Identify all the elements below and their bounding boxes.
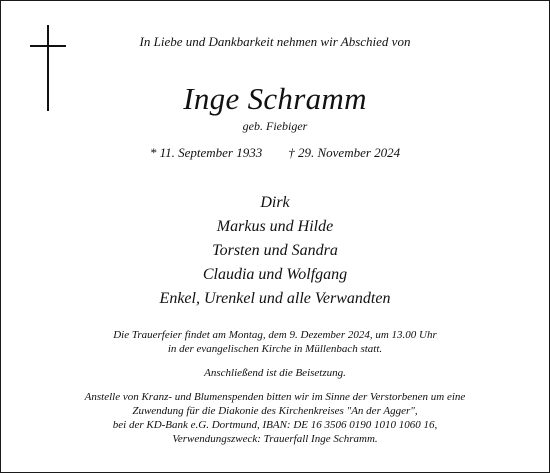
burial-line: Anschließend ist die Beisetzung. [204, 367, 346, 379]
donation-line: Verwendungszweck: Trauerfall Inge Schramm. [172, 433, 378, 445]
mourners-list [0, 191, 550, 311]
deceased-name: Inge Schramm [183, 81, 367, 116]
intro-text: In Liebe und Dankbarkeit nehmen wir Abschied von [139, 34, 411, 49]
mourner-line: Enkel, Urenkel und alle Verwandten [159, 290, 391, 307]
donation-line: Zuwendung für die Diakonie des Kirchenkreises "An der Agger", [132, 405, 418, 417]
mourner-line: Dirk [260, 194, 290, 211]
death-date: † 29. November 2024 [288, 145, 401, 160]
funeral-info [0, 328, 550, 356]
funeral-line: in der evangelischen Kirche in Müllenbach statt. [167, 343, 383, 355]
donation-info [0, 390, 550, 446]
donation-line: bei der KD-Bank e.G. Dortmund, IBAN: DE 16 3506 0190 1010 1060 16, [112, 419, 438, 431]
mourner-line: Markus und Hilde [216, 218, 334, 235]
mourner-line: Claudia und Wolfgang [202, 266, 348, 283]
donation-line: Anstelle von Kranz- und Blumenspenden bitten wir im Sinne der Verstorbenen um eine [84, 391, 466, 403]
mourner-line: Torsten und Sandra [212, 242, 338, 259]
life-dates [0, 145, 550, 161]
birth-date: * 11. September 1933 [149, 145, 263, 160]
funeral-line: Die Trauerfeier findet am Montag, dem 9. Dezember 2024, um 13.00 Uhr [113, 329, 437, 341]
maiden-name: geb. Fiebiger [242, 119, 308, 133]
burial-info [0, 366, 550, 380]
